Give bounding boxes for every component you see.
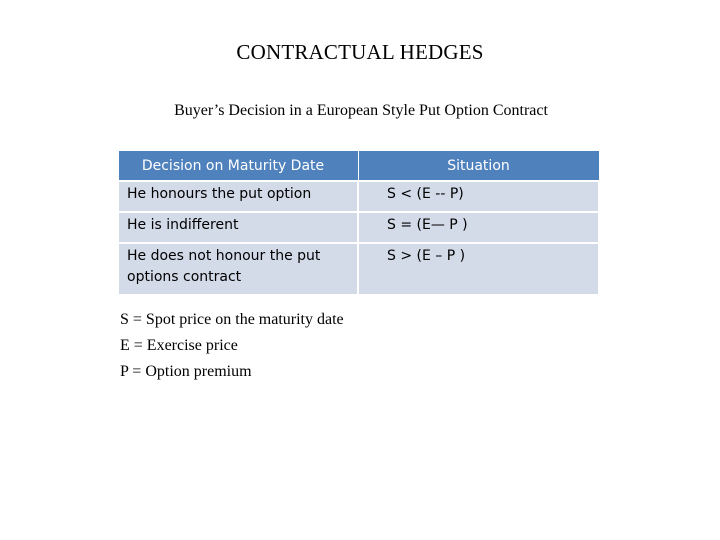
decision-table: [117, 150, 600, 296]
situation-cell: S < (E -- P): [358, 181, 599, 212]
decision-cell: He is indifferent: [118, 212, 358, 243]
legend-spot-price: S = Spot price on the maturity date: [120, 311, 344, 328]
table-header-row: [118, 151, 599, 182]
situation-cell: S = (E— P ): [358, 212, 599, 243]
legend-exercise-price: E = Exercise price: [120, 337, 238, 354]
slide-subtitle: Buyer’s Decision in a European Style Put Option Contract: [174, 102, 548, 119]
table-row: [118, 212, 599, 243]
decision-cell: He does not honour the put options contract: [118, 243, 358, 295]
situation-cell: S > (E – P ): [358, 243, 599, 295]
legend-option-premium: P = Option premium: [120, 363, 252, 380]
legend: [120, 307, 344, 385]
header-decision: Decision on Maturity Date: [118, 151, 358, 182]
decision-cell: He honours the put option: [118, 181, 358, 212]
header-situation: Situation: [358, 151, 599, 182]
table-row: [118, 243, 599, 295]
table-row: [118, 181, 599, 212]
slide-title: CONTRACTUAL HEDGES: [236, 40, 484, 64]
